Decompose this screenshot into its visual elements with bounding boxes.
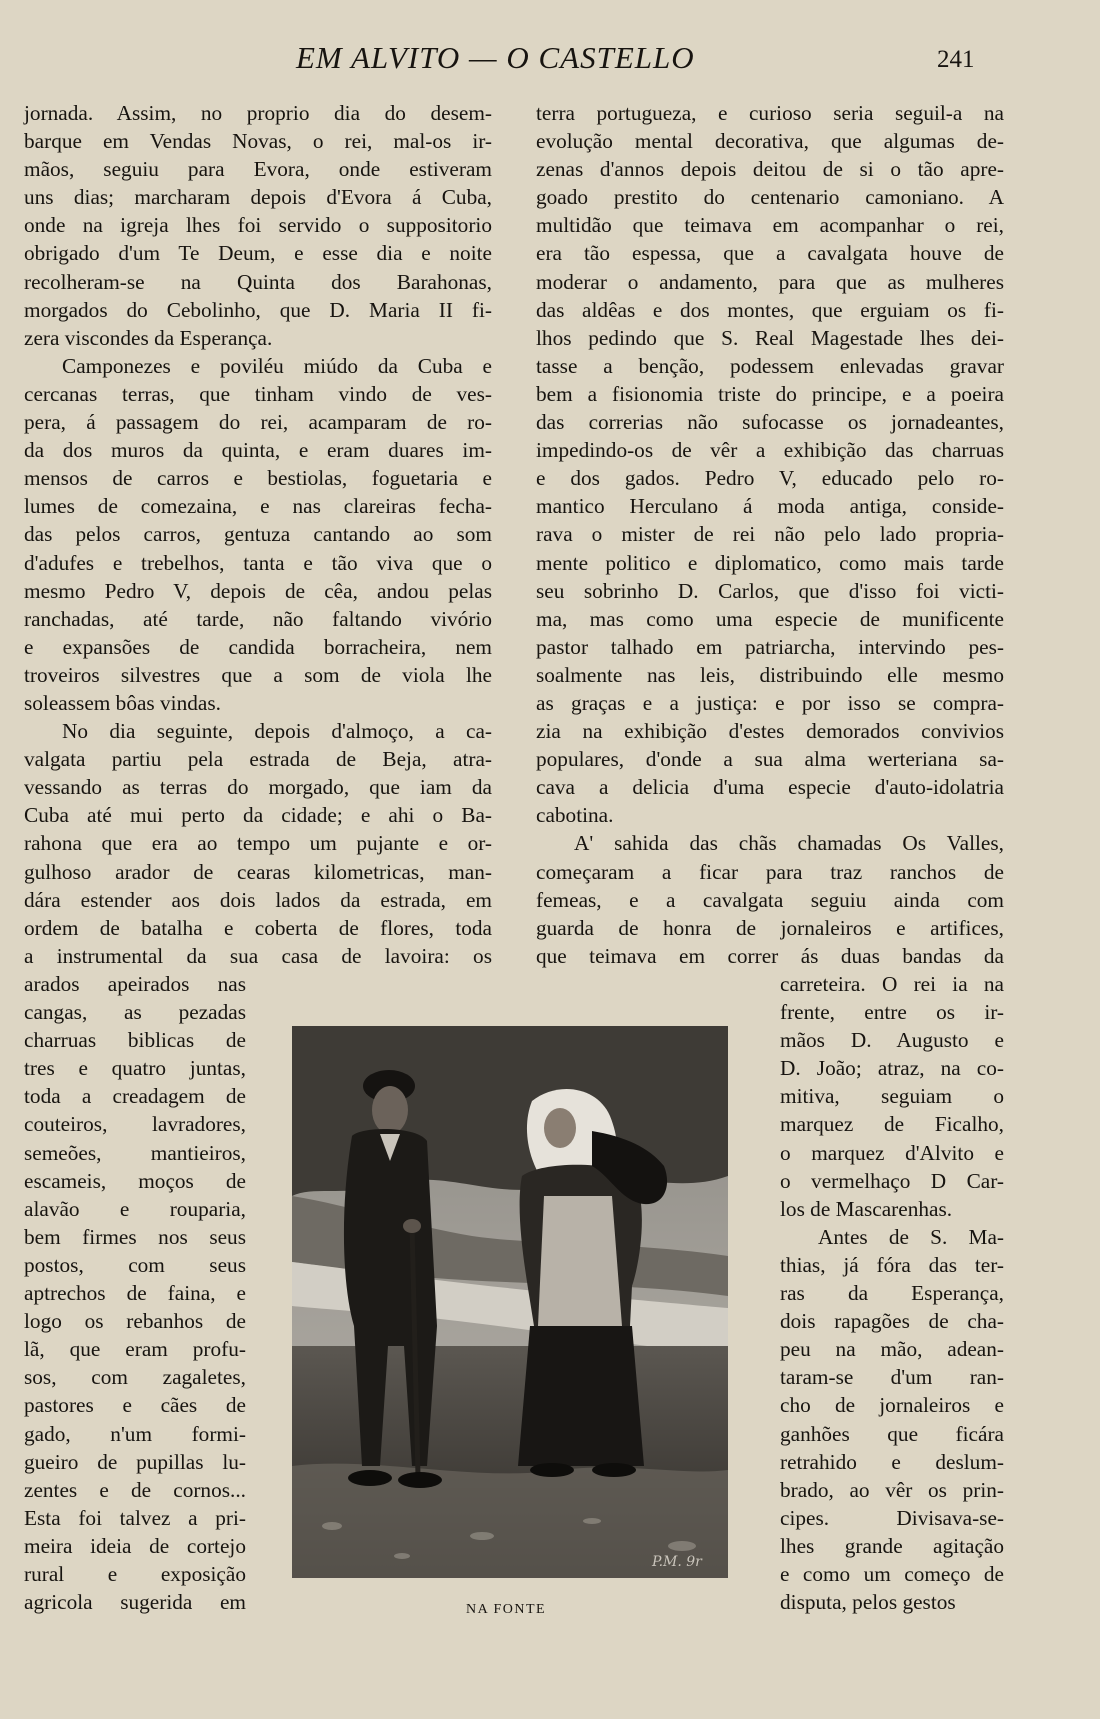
text-line: que teimava em correr ás duas bandas da [536,943,1004,968]
text-line: cercanas terras, que tinham vindo de ves- [24,381,492,406]
text-line: marquez de Ficalho, [780,1112,1004,1137]
left-column-text [24,99,492,970]
text-line: gueiro de pupillas lu- [24,1449,246,1474]
text-line: Esta foi talvez a pri- [24,1505,246,1530]
text-line: soalmente nas leis, distribuindo elle mesmo [536,662,1004,687]
text-line: pastores e cães de [24,1393,246,1418]
text-line: recolheram-se na Quinta dos Barahonas, [24,269,492,294]
text-line: Antes de S. Ma- [818,1224,1004,1249]
text-line: dára estender aos dois lados da estrada, em [24,887,492,912]
text-line: as graças e a justiça: e por isso se compra- [536,690,1004,715]
text-line: cava a delicia d'uma especie d'auto-idolatria [536,775,1004,800]
text-line: semeões, mantieiros, [24,1140,246,1165]
text-line: das aldêas e dos montes, que erguiam os fi- [536,297,1004,322]
text-line: alavão e rouparia, [24,1196,246,1221]
text-line: aptrechos de faina, e [24,1281,246,1306]
text-line: das pelos carros, gentuza cantando ao som [24,522,492,547]
right-narrow-text [780,970,1004,1616]
text-line: das correrias não sufocasse os jornadeantes, [536,410,1004,435]
text-line: cangas, as pezadas [24,1000,246,1025]
text-line: e como um começo de [780,1561,1004,1586]
text-line: zentes e de cornos... [24,1477,246,1502]
text-line: zia na exhibição d'estes demorados convivios [536,719,1004,744]
text-line: agricola sugerida em [24,1590,246,1615]
text-line: mensos de carros e bestiolas, foguetaria e [24,466,492,491]
text-line: brado, ao vêr os prin- [780,1477,1004,1502]
artist-signature: P.M. 9r [652,1554,702,1570]
text-line: terra portugueza, e curioso seria seguil-a na [536,101,1004,125]
illustration-image [292,1026,728,1578]
text-line: pera, á passagem do rei, acamparam de ro- [24,410,492,435]
text-line: D. João; atraz, na co- [780,1056,1004,1081]
figure-caption: NA FONTE [466,1602,547,1617]
text-line: bem a fisionomia triste do principe, e a poeira [536,381,1004,406]
text-line: lumes de comezaina, e nas clareiras fecha- [24,494,492,519]
left-narrow-text [24,970,246,1616]
text-line: mantico Herculano á moda antiga, conside- [536,494,1004,519]
text-line: barque em Vendas Novas, o rei, mal-os ir- [24,129,492,154]
text-line: cho de jornaleiros e [780,1393,1004,1418]
text-line: postos, com seus [24,1252,246,1277]
text-line: começaram a ficar para traz ranchos de [536,859,1004,884]
text-line: rava o mister de rei não pelo lado propria- [536,522,1004,547]
text-line: couteiros, lavradores, [24,1112,246,1137]
text-line: soleassem bôas vindas. [24,690,221,715]
text-line: moderar o andamento, para que as mulheres [536,269,1004,294]
text-line: e expansões de candida borracheira, nem [24,634,492,659]
text-line: o marquez d'Alvito e [780,1140,1004,1165]
text-line: mãos D. Augusto e [780,1028,1004,1053]
text-line: peu na mão, adean- [780,1337,1004,1362]
text-line: escameis, moços de [24,1168,246,1193]
text-line: sos, com zagaletes, [24,1365,246,1390]
text-line: rahona que era ao tempo um pujante e or- [24,831,492,856]
text-line: obrigado d'um Te Deum, e esse dia e noite [24,241,492,266]
text-line: troveiros silvestres que a som de viola lhe [24,662,492,687]
text-line: seu sobrinho D. Carlos, que d'isso foi victi- [536,578,1004,603]
text-line: mãos, seguiu para Evora, onde estiveram [24,157,492,182]
text-line: ranchadas, até tarde, não faltando vivório [24,606,492,631]
text-line: No dia seguinte, depois d'almoço, a ca- [62,719,492,744]
text-line: los de Mascarenhas. [780,1196,953,1221]
text-line: femeas, e a cavalgata seguiu ainda com [536,887,1004,912]
text-line: lhos pedindo que S. Real Magestade lhes dei- [536,325,1004,350]
text-line: impedindo-os de vêr a exhibição das charruas [536,438,1004,463]
text-line: morgados do Cebolinho, que D. Maria II fi- [24,297,492,322]
text-line: onde na igreja lhes foi servido o suppositorio [24,213,492,238]
text-line: uns dias; marcharam depois d'Evora á Cuba, [24,185,492,210]
text-line: bem firmes nos seus [24,1224,246,1249]
text-line: taram-se d'um ran- [780,1365,1004,1390]
text-line: mesmo Pedro V, depois de cêa, andou pelas [24,578,492,603]
text-line: era tão espessa, que a cavalgata houve de [536,241,1004,266]
text-line: charruas biblicas de [24,1028,246,1053]
text-line: gulhoso arador de cearas kilometricas, man- [24,859,492,884]
text-line: mente politico e diplomatico, como mais tarde [536,550,1004,575]
running-title: EM ALVITO — O CASTELLO [296,40,695,75]
text-line: lhes grande agitação [780,1533,1004,1558]
text-line: o vermelhaço D Car- [780,1168,1004,1193]
text-line: meira ideia de cortejo [24,1533,246,1558]
text-line: thias, já fóra das ter- [780,1252,1004,1277]
text-line: logo os rebanhos de [24,1309,246,1334]
right-column-text [536,99,1004,970]
text-line: guarda de honra de jornaleiros e artifices, [536,915,1004,940]
text-line: cabotina. [536,803,614,828]
text-line: arados apeirados nas [24,972,246,996]
text-line: a instrumental da sua casa de lavoira: os [24,943,492,968]
illustration-na-fonte [292,1026,728,1578]
text-line: ganhões que ficára [780,1421,1004,1446]
text-line: vessando as terras do morgado, que iam da [24,775,492,800]
text-line: multidão que teimava em acompanhar o rei, [536,213,1004,238]
text-line: pastor talhado em patriarcha, intervindo pes- [536,634,1004,659]
text-line: goado prestito do centenario camoniano. A [536,185,1004,210]
text-line: dois rapagões de cha- [780,1309,1004,1334]
text-line: retrahido e deslum- [780,1449,1004,1474]
text-line: toda a creadagem de [24,1084,246,1109]
text-line: zera viscondes da Esperança. [24,325,273,350]
text-line: valgata partiu pela estrada de Beja, atra- [24,747,492,772]
text-line: A' sahida das chãs chamadas Os Valles, [574,831,1004,856]
text-line: Cuba até mui perto da cidade; e ahi o Ba- [24,803,492,828]
text-line: Camponezes e poviléu miúdo da Cuba e [62,353,492,378]
text-line: carreteira. O rei ia na [780,972,1004,996]
text-line: evolução mental decorativa, que algumas de- [536,129,1004,154]
text-line: da dos muros da quinta, e eram duares im- [24,438,492,463]
text-line: tasse a benção, podessem enlevadas gravar [536,353,1004,378]
text-line: ordem de batalha e coberta de flores, toda [24,915,492,940]
text-line: populares, d'onde a sua alma werteriana sa- [536,747,1004,772]
text-line: gado, n'um formi- [24,1421,246,1446]
page-number: 241 [937,46,975,73]
text-line: zenas d'annos depois deitou de si o tão apre- [536,157,1004,182]
text-line: cipes. Divisava-se- [780,1505,1004,1530]
text-line: e dos gados. Pedro V, educado pelo ro- [536,466,1004,491]
text-line: d'adufes e trebelhos, tanta e tão viva que o [24,550,492,575]
text-line: disputa, pelos gestos [780,1590,956,1615]
text-line: tres e quatro juntas, [24,1056,246,1081]
text-line: jornada. Assim, no proprio dia do desem- [24,101,492,125]
text-line: ma, mas como uma especie de munificente [536,606,1004,631]
text-line: mitiva, seguiam o [780,1084,1004,1109]
text-line: rural e exposição [24,1561,246,1586]
text-line: lã, que eram profu- [24,1337,246,1362]
text-line: frente, entre os ir- [780,1000,1004,1025]
text-line: ras da Esperança, [780,1281,1004,1306]
